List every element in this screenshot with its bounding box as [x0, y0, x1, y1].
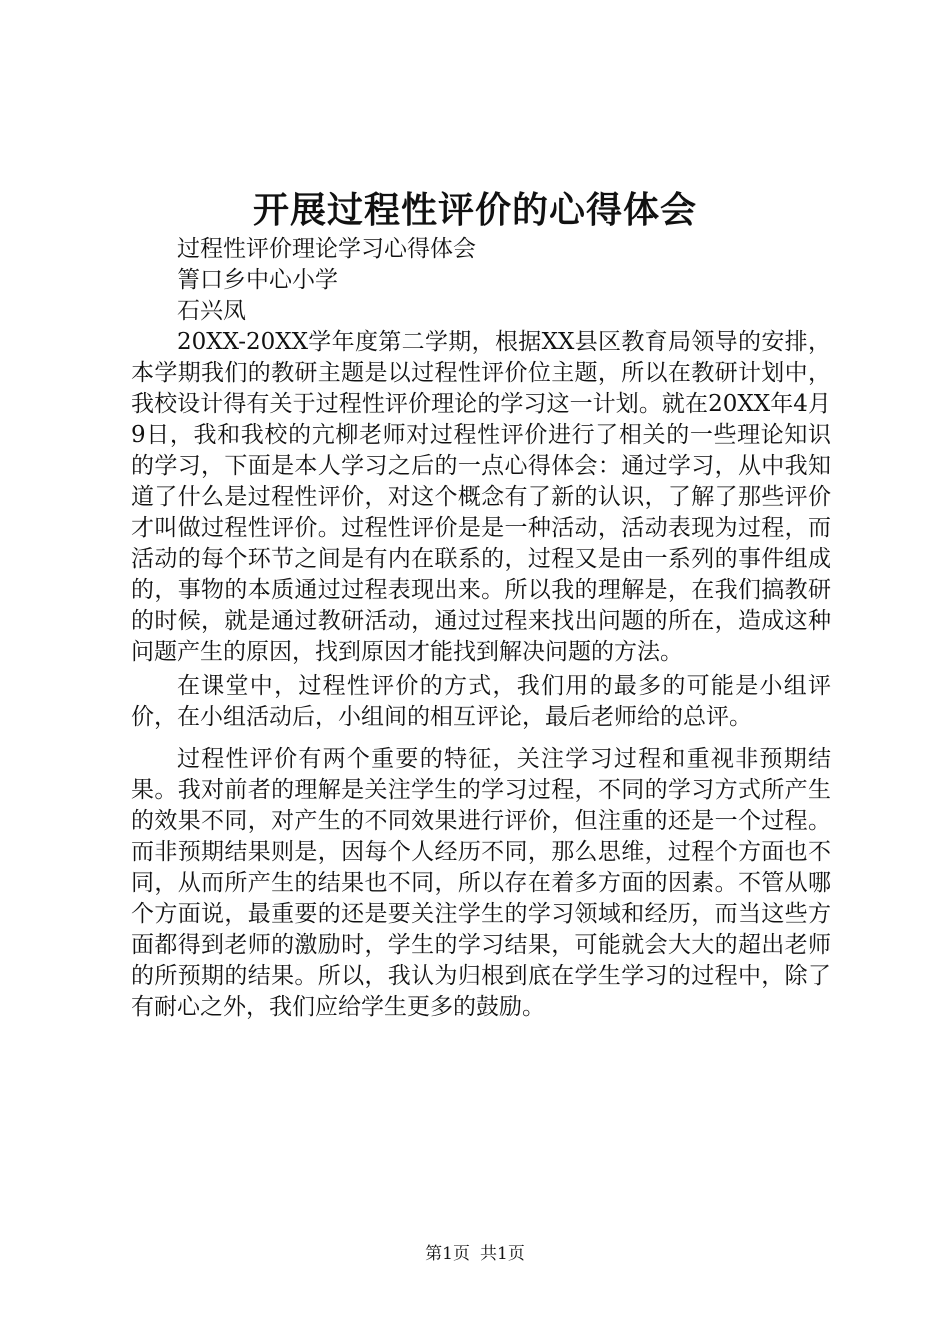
author-line: 石兴凤 — [177, 298, 246, 324]
page-number: 第1页 — [425, 1244, 470, 1264]
document-body — [131, 234, 831, 1023]
paragraph-1: 20XX-20XX学年度第二学期，根据XX县区教育局领导的安排，本学期我们的教研主题是以过程性评价位主题，所以在教研计划中，我校设计得有关于过程性评价理论的学习这一计划。就在20XX年4月9日，我和我校的亢柳老师对过程性评价进行了相关的一些理论知识的学习，下面是本人学习之后的一点心得体会：通过学习，从中我知道了什么是过程性评价，对这个概念有了新的认识，了解了那些评价才叫做过程性评价。过程性评价是是一种活动，活动表现为过程，而活动的每个环节之间是有内在联系的，过程又是由一系列的事件组成的，事物的本质通过过程表现出来。所以我的理解是，在我们搞教研的时候，就是通过教研活动，通过过程来找出问题的所在，造成这种问题产生的原因，找到原因才能找到解决问题的方法。 — [131, 329, 831, 665]
document-title: 开展过程性评价的心得体会 — [252, 189, 697, 231]
paragraph-3: 过程性评价有两个重要的特征，关注学习过程和重视非预期结果。我对前者的理解是关注学生的学习过程，不同的学习方式所产生的效果不同，对产生的不同效果进行评价，但注重的还是一个过程。而非预期结果则是，因每个人经历不同，那么思维，过程个方面也不同，从而所产生的结果也不同，所以存在着多方面的因素。不管从哪个方面说，最重要的还是要关注学生的学习领域和经历，而当这些方面都得到老师的激励时，学生的学习结果，可能就会大大的超出老师的所预期的结果。所以，我认为归根到底在学生学习的过程中，除了有耐心之外，我们应给学生更多的鼓励。 — [131, 746, 831, 1020]
subtitle-line: 过程性评价理论学习心得体会 — [177, 236, 476, 262]
paragraph-2: 在课堂中，过程性评价的方式，我们用的最多的可能是小组评价，在小组活动后，小组间的相互评论，最后老师给的总评。 — [131, 673, 831, 730]
school-line: 箐口乡中心小学 — [177, 267, 338, 293]
page-footer — [0, 1243, 950, 1265]
page-total: 共1页 — [480, 1244, 525, 1264]
